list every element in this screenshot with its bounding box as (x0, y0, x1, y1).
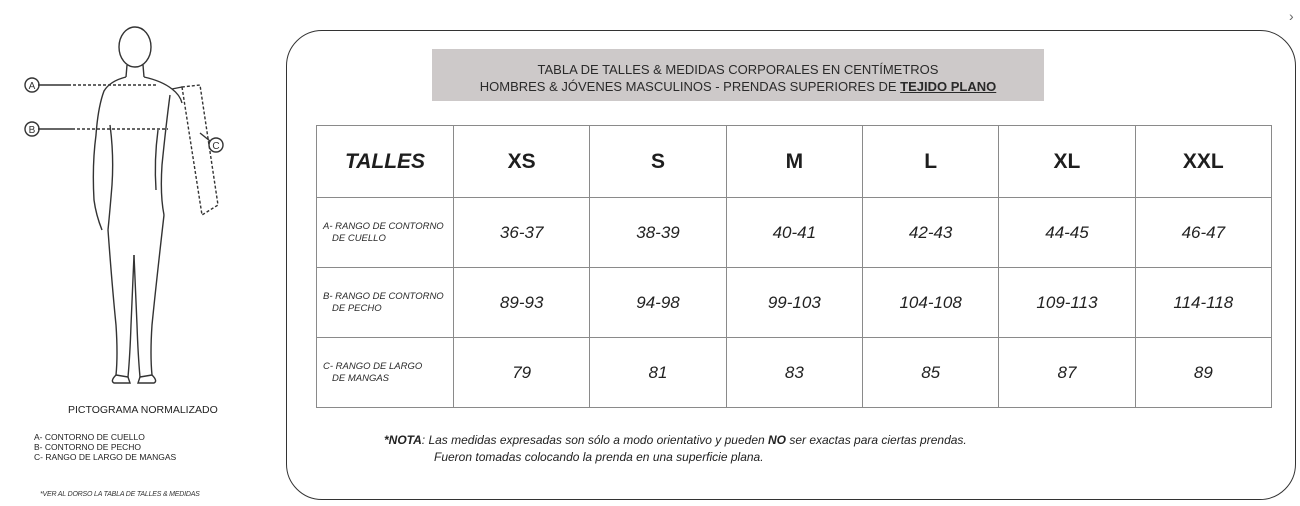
pictogram-footnote: *VER AL DORSO LA TABLA DE TALLES & MEDIDAS (40, 491, 200, 498)
legend-item-c: C- RANGO DE LARGO DE MANGAS (34, 452, 177, 462)
legend-item-a: A- CONTORNO DE CUELLO (34, 432, 145, 442)
row-label-line-2: DE CUELLO (332, 232, 386, 244)
table-cell: 79 (454, 338, 590, 408)
table-row (317, 198, 1272, 268)
pictogram-legend (34, 432, 176, 462)
row-label (317, 338, 454, 408)
header-size-xxl: XXL (1135, 126, 1271, 198)
row-label (317, 268, 454, 338)
pictogram-panel (0, 0, 280, 506)
table-cell: 89-93 (454, 268, 590, 338)
size-table (316, 125, 1272, 408)
header-size-l: L (862, 126, 998, 198)
table-cell: 40-41 (726, 198, 862, 268)
table-cell: 109-113 (999, 268, 1135, 338)
chart-heading (432, 49, 1044, 101)
row-label-line-1: B- RANGO DE CONTORNO (323, 290, 444, 302)
table-row (317, 268, 1272, 338)
pictogram-title: PICTOGRAMA NORMALIZADO (68, 404, 218, 416)
header-size-s: S (590, 126, 726, 198)
table-cell: 38-39 (590, 198, 726, 268)
marker-b-label: B (28, 125, 36, 136)
heading-line-1: TABLA DE TALLES & MEDIDAS CORPORALES EN CENTÍMETROS (537, 62, 939, 77)
table-cell: 94-98 (590, 268, 726, 338)
table-cell: 44-45 (999, 198, 1135, 268)
table-cell: 99-103 (726, 268, 862, 338)
disclaimer-note (384, 432, 967, 466)
table-header-row (317, 126, 1272, 198)
chevron-right-icon[interactable]: › (1289, 8, 1294, 24)
row-label-line-2: DE MANGAS (332, 372, 390, 384)
heading-fabric-type: TEJIDO PLANO (900, 79, 997, 94)
table-cell: 89 (1135, 338, 1271, 408)
marker-a-label: A (28, 81, 36, 92)
table-cell: 87 (999, 338, 1135, 408)
row-label-line-1: C- RANGO DE LARGO (323, 360, 423, 372)
note-prefix: *NOTA (384, 433, 422, 447)
table-cell: 85 (862, 338, 998, 408)
table-cell: 81 (590, 338, 726, 408)
row-label-line-1: A- RANGO DE CONTORNO (323, 220, 444, 232)
header-size-xl: XL (999, 126, 1135, 198)
table-cell: 42-43 (862, 198, 998, 268)
row-label (317, 198, 454, 268)
note-line-2: Fueron tomadas colocando la prenda en una superficie plana. (434, 450, 764, 464)
note-text-1: : Las medidas expresadas son sólo a modo orientativo y pueden (421, 433, 768, 447)
header-size-m: M (726, 126, 862, 198)
table-cell: 46-47 (1135, 198, 1271, 268)
body-silhouette-icon (30, 25, 230, 395)
table-cell: 104-108 (862, 268, 998, 338)
table-cell: 83 (726, 338, 862, 408)
header-talles: TALLES (317, 126, 454, 198)
heading-line-2-prefix: HOMBRES & JÓVENES MASCULINOS - PRENDAS SUPERIORES DE (479, 79, 901, 94)
table-row (317, 338, 1272, 408)
table-cell: 114-118 (1135, 268, 1271, 338)
header-size-xs: XS (454, 126, 590, 198)
heading-line-2 (432, 78, 1044, 95)
marker-c-label: C (212, 141, 220, 152)
legend-item-b: B- CONTORNO DE PECHO (34, 442, 142, 452)
row-label-line-2: DE PECHO (332, 302, 382, 314)
table-cell: 36-37 (454, 198, 590, 268)
note-emphasis: NO (768, 433, 786, 447)
note-text-2: ser exactas para ciertas prendas. (786, 433, 967, 447)
